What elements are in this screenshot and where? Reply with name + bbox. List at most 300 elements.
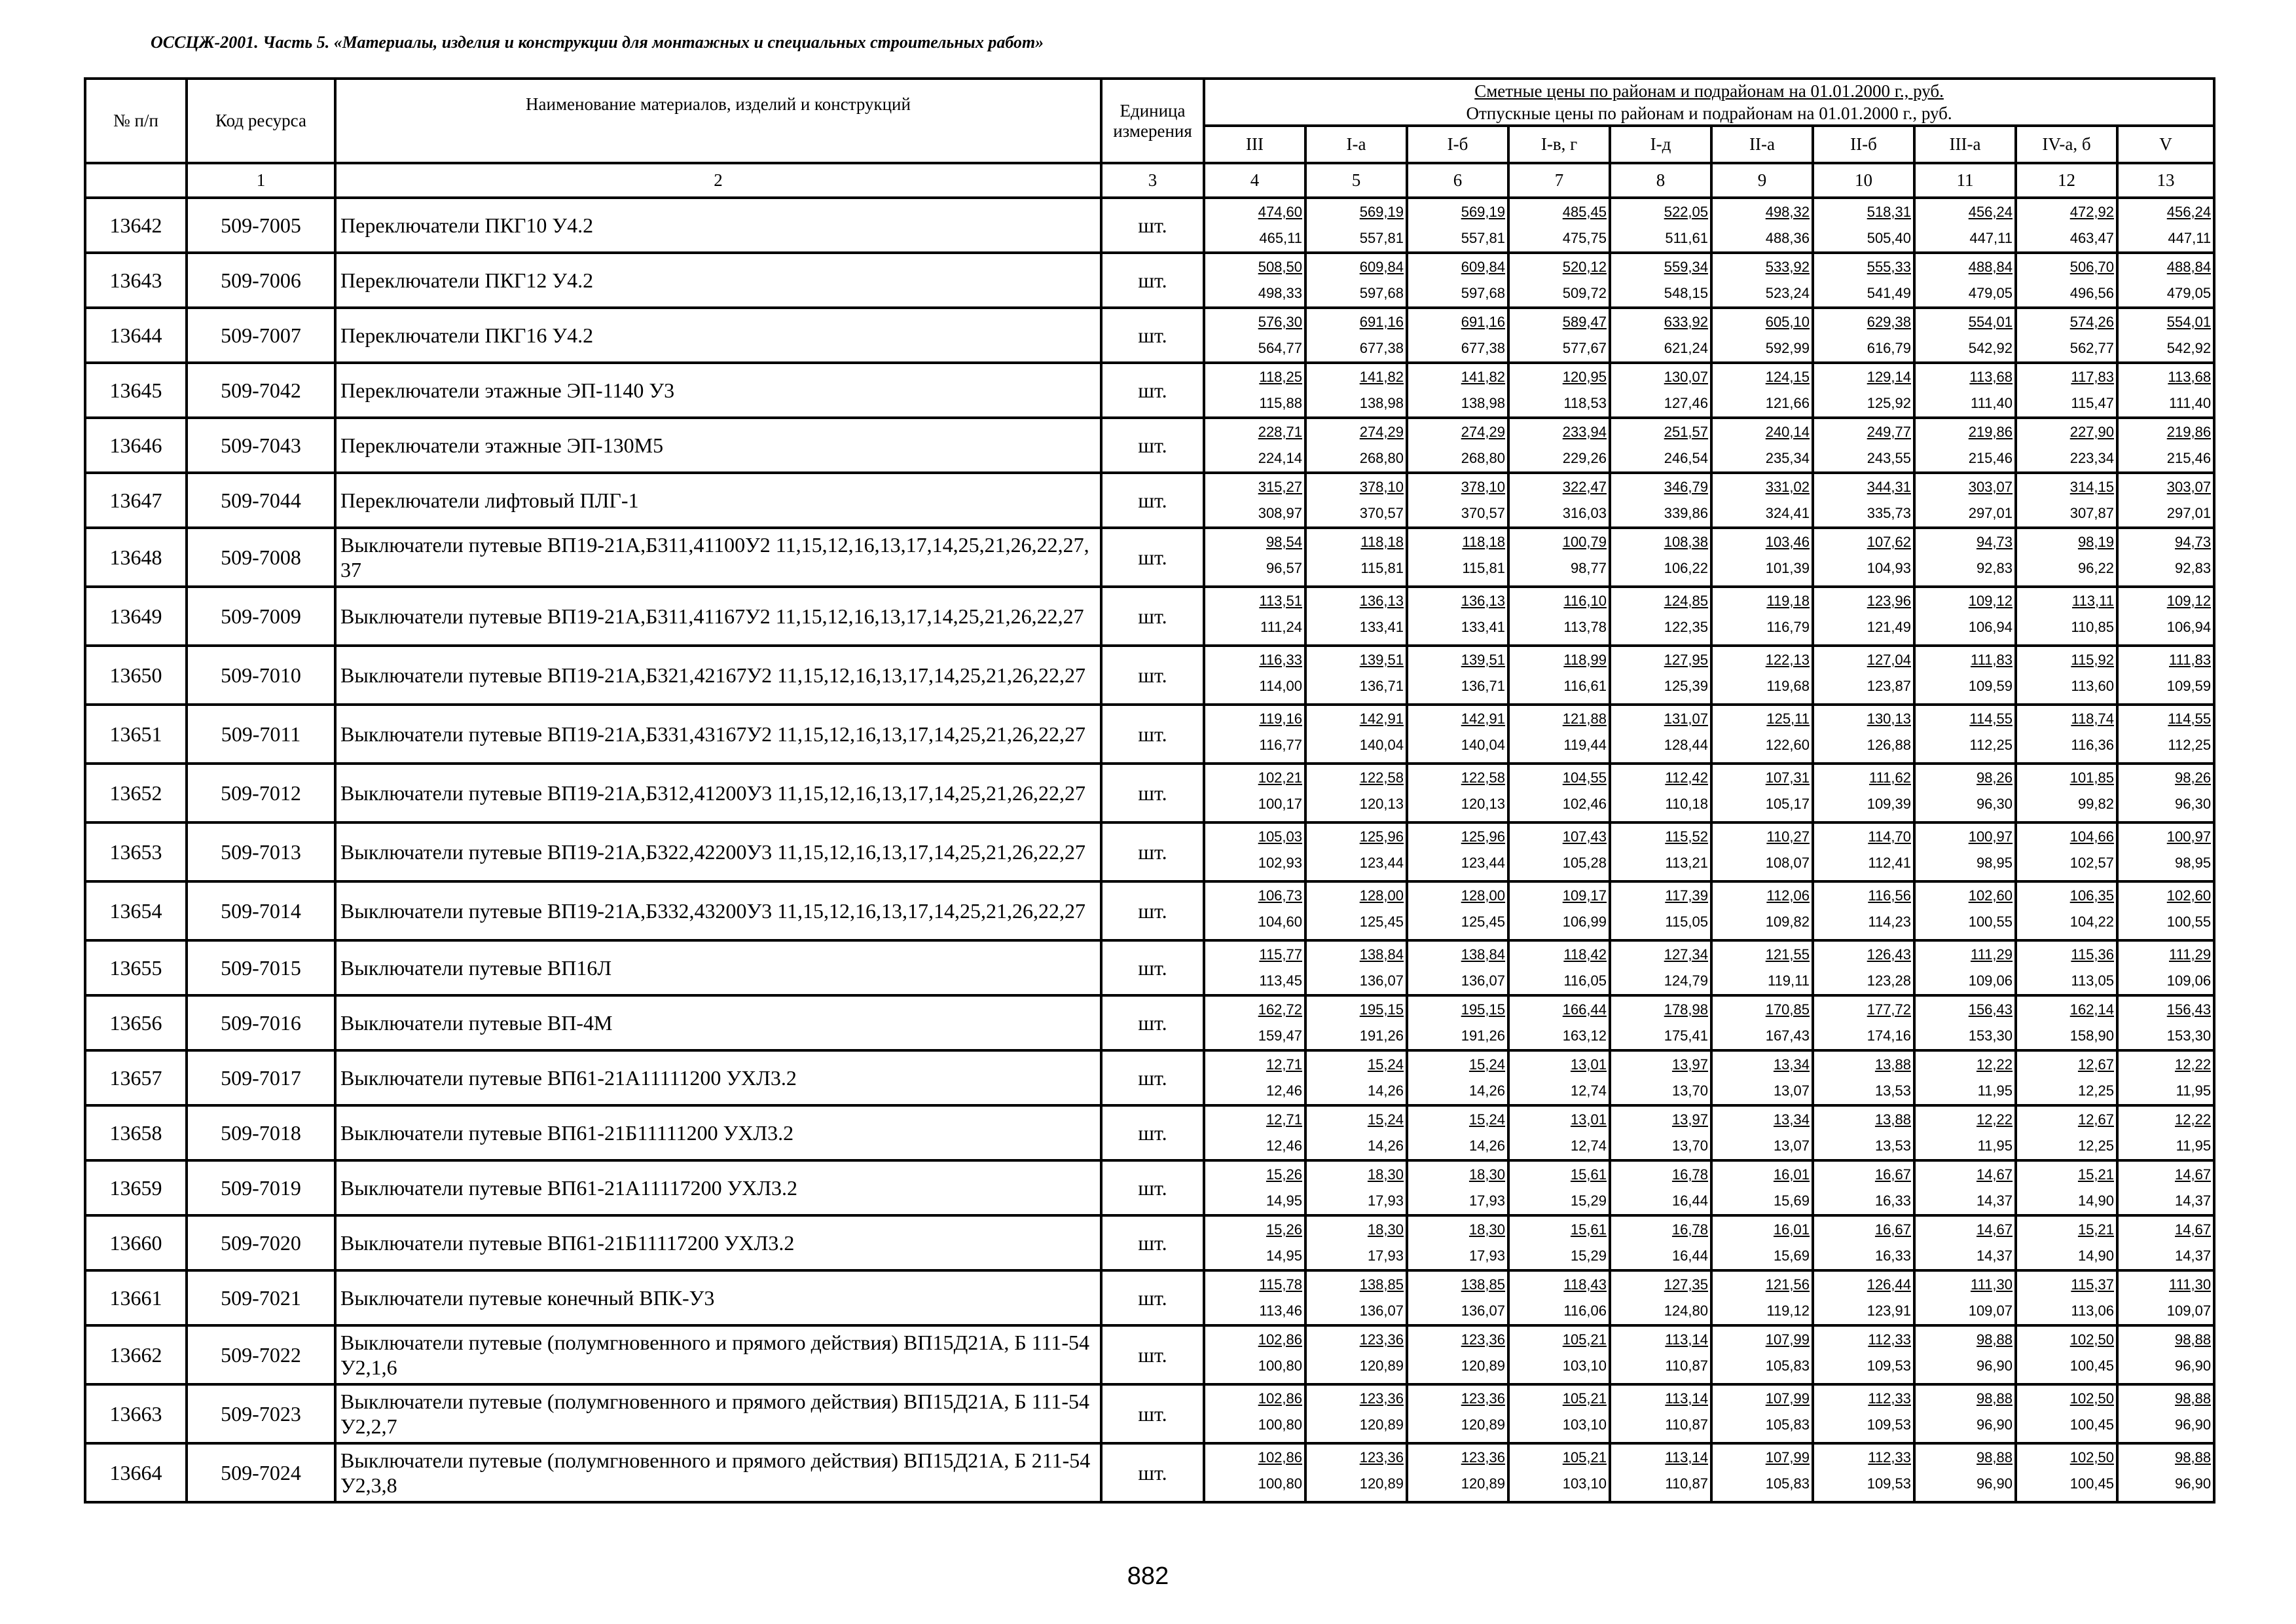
- material-name: Выключатели путевые ВП-4М: [335, 995, 1101, 1050]
- estimate-price: 102,50: [2069, 1449, 2114, 1466]
- release-price: 475,75: [1562, 230, 1607, 246]
- estimate-price-wrap: [1916, 1445, 2014, 1471]
- region-header: I-д: [1610, 126, 1711, 163]
- estimate-price: 303,07: [1968, 479, 2013, 495]
- price-cell: [1610, 1105, 1711, 1160]
- estimate-price-wrap: [2017, 1217, 2116, 1243]
- estimate-price: 508,50: [1258, 259, 1302, 275]
- price-cell: [1914, 646, 2016, 705]
- release-price: 96,90: [2175, 1357, 2212, 1374]
- estimate-price: 98,88: [1976, 1390, 2013, 1407]
- estimate-price-wrap: [2119, 1445, 2213, 1471]
- release-price: 119,11: [1767, 972, 1810, 989]
- price-cell: [1204, 418, 1305, 473]
- estimate-price: 102,86: [1258, 1390, 1302, 1407]
- release-price: 121,66: [1765, 395, 1810, 411]
- price-cell: [1508, 1270, 1610, 1325]
- table-row: [85, 253, 2214, 308]
- estimate-price-wrap: [1510, 706, 1609, 732]
- price-cell: [1610, 995, 1711, 1050]
- release-price: 110,85: [2071, 619, 2114, 635]
- estimate-price-wrap: [1814, 1162, 1913, 1188]
- estimate-price: 142,91: [1461, 710, 1505, 727]
- price-cell: [2016, 198, 2117, 253]
- row-number: 13643: [85, 253, 187, 308]
- row-number: 13645: [85, 363, 187, 418]
- estimate-price-wrap: [2119, 588, 2213, 614]
- estimate-price: 691,16: [1359, 314, 1404, 330]
- release-price: 246,54: [1664, 450, 1708, 466]
- price-cell: [1914, 1270, 2016, 1325]
- material-name: Переключатели лифтовый ПЛГ-1: [335, 473, 1101, 528]
- release-price: 235,34: [1765, 450, 1810, 466]
- price-cell: [1914, 1443, 2016, 1502]
- release-price: 116,36: [2071, 737, 2114, 753]
- estimate-price: 15,24: [1468, 1111, 1505, 1128]
- price-cell: [1508, 705, 1610, 764]
- estimate-price: 123,36: [1461, 1390, 1505, 1407]
- release-price: 96,30: [1976, 796, 2013, 812]
- price-cell: [1305, 1050, 1407, 1105]
- price-cell: [1305, 822, 1407, 881]
- release-price: 523,24: [1765, 285, 1810, 301]
- estimate-price-wrap: [1510, 883, 1609, 909]
- estimate-price-wrap: [1916, 419, 2014, 445]
- release-price: 111,40: [1970, 395, 2013, 411]
- estimate-price-wrap: [1510, 1445, 1609, 1471]
- row-number: 13654: [85, 881, 187, 940]
- price-cell: [1204, 822, 1305, 881]
- estimate-price: 130,13: [1867, 710, 1911, 727]
- estimate-price: 102,86: [1258, 1449, 1302, 1466]
- estimate-price: 12,71: [1266, 1111, 1302, 1128]
- price-cell: [1407, 1325, 1508, 1384]
- resource-code: 509-7013: [187, 822, 335, 881]
- price-cell: [2117, 528, 2214, 587]
- price-cell: [1204, 646, 1305, 705]
- price-cell: [2117, 363, 2214, 418]
- price-cell: [1407, 1160, 1508, 1215]
- estimate-price: 131,07: [1664, 710, 1708, 727]
- price-cell: [1204, 473, 1305, 528]
- estimate-price-wrap: [1408, 883, 1507, 909]
- price-cell: [1711, 1384, 1813, 1443]
- price-cell: [2117, 1384, 2214, 1443]
- price-cell: [1407, 587, 1508, 646]
- release-price: 100,17: [1258, 796, 1302, 812]
- estimate-price-wrap: [1916, 997, 2014, 1023]
- release-price: 109,82: [1765, 913, 1810, 930]
- estimate-price-wrap: [2017, 1386, 2116, 1412]
- estimate-price-wrap: [1510, 309, 1609, 335]
- release-price: 17,93: [1468, 1247, 1505, 1264]
- estimate-price: 12,22: [1976, 1056, 2013, 1073]
- resource-code: 509-7024: [187, 1443, 335, 1502]
- estimate-price: 116,10: [1563, 593, 1607, 609]
- release-price: 120,89: [1359, 1416, 1404, 1433]
- estimate-price-wrap: [1307, 1445, 1406, 1471]
- estimate-price: 123,36: [1359, 1449, 1404, 1466]
- release-price: 105,83: [1765, 1416, 1810, 1433]
- release-price: 119,12: [1766, 1302, 1810, 1319]
- release-price: 13,07: [1773, 1082, 1810, 1099]
- release-price: 106,94: [1968, 619, 2013, 635]
- release-price: 102,46: [1562, 796, 1607, 812]
- estimate-price: 574,26: [2069, 314, 2114, 330]
- release-price: 102,57: [2069, 855, 2114, 871]
- estimate-price-wrap: [2119, 364, 2213, 390]
- release-price: 100,55: [1968, 913, 2013, 930]
- table-row: [85, 1105, 2214, 1160]
- estimate-price-wrap: [1307, 997, 1406, 1023]
- estimate-price-wrap: [1510, 942, 1609, 968]
- price-cell: [2016, 764, 2117, 822]
- release-price: 136,07: [1359, 972, 1404, 989]
- estimate-price: 12,22: [2175, 1111, 2212, 1128]
- material-name: Переключатели ПКГ16 У4.2: [335, 308, 1101, 363]
- table-row: [85, 646, 2214, 705]
- release-price: 268,80: [1461, 450, 1505, 466]
- price-cell: [1610, 1325, 1711, 1384]
- price-cell: [1813, 363, 1914, 418]
- estimate-price: 322,47: [1562, 479, 1607, 495]
- price-cell: [1914, 940, 2016, 995]
- estimate-price-wrap: [1713, 824, 1812, 850]
- estimate-price-wrap: [1510, 765, 1609, 791]
- price-cell: [1407, 1105, 1508, 1160]
- estimate-price-wrap: [1611, 1052, 1710, 1078]
- estimate-price-wrap: [1611, 942, 1710, 968]
- release-price: 215,46: [1968, 450, 2013, 466]
- estimate-price-wrap: [2119, 765, 2213, 791]
- price-cell: [1711, 646, 1813, 705]
- estimate-price: 112,33: [1868, 1449, 1911, 1466]
- col-header-code: Код ресурса: [187, 79, 335, 163]
- price-cell: [1711, 587, 1813, 646]
- price-cell: [1305, 1215, 1407, 1270]
- price-cell: [1813, 473, 1914, 528]
- column-number-row: [85, 163, 2214, 198]
- table-row: [85, 940, 2214, 995]
- estimate-price-wrap: [1205, 529, 1304, 555]
- estimate-price-wrap: [1307, 474, 1406, 500]
- estimate-price-wrap: [1205, 1107, 1304, 1133]
- release-price: 11,95: [1977, 1137, 2013, 1154]
- estimate-price-wrap: [1713, 1162, 1812, 1188]
- estimate-price: 488,84: [2166, 259, 2212, 275]
- release-price: 106,94: [2166, 619, 2212, 635]
- release-price: 548,15: [1664, 285, 1708, 301]
- price-cell: [2117, 1050, 2214, 1105]
- estimate-price-wrap: [1713, 647, 1812, 673]
- estimate-price: 18,30: [1468, 1221, 1505, 1238]
- column-number: [85, 163, 187, 198]
- estimate-price-wrap: [1408, 647, 1507, 673]
- estimate-price: 107,99: [1765, 1390, 1810, 1407]
- material-name: Выключатели путевые ВП19-21А,Б321,42167У2 11,15,12,16,13,17,14,25,21,26,22,27: [335, 646, 1101, 705]
- estimate-price-wrap: [1307, 419, 1406, 445]
- estimate-price: 162,14: [2069, 1001, 2114, 1018]
- release-price: 116,61: [1563, 678, 1607, 694]
- estimate-price: 314,15: [2069, 479, 2114, 495]
- estimate-price: 136,13: [1359, 593, 1404, 609]
- release-price: 100,80: [1258, 1357, 1302, 1374]
- release-price: 509,72: [1562, 285, 1607, 301]
- release-price: 100,80: [1258, 1475, 1302, 1492]
- release-price: 110,87: [1665, 1357, 1708, 1374]
- resource-code: 509-7021: [187, 1270, 335, 1325]
- price-cell: [2016, 587, 2117, 646]
- estimate-price: 127,95: [1664, 652, 1708, 668]
- release-price: 153,30: [2166, 1027, 2212, 1044]
- release-price: 120,89: [1359, 1357, 1404, 1374]
- release-price: 12,74: [1570, 1137, 1607, 1154]
- estimate-price: 114,55: [2168, 710, 2212, 727]
- price-cell: [1914, 1050, 2016, 1105]
- region-header: III: [1204, 126, 1305, 163]
- table-body: [85, 198, 2214, 1502]
- price-cell: [1204, 940, 1305, 995]
- estimate-price-wrap: [1205, 997, 1304, 1023]
- price-cell: [1305, 1384, 1407, 1443]
- estimate-price: 98,19: [2077, 534, 2114, 550]
- estimate-price: 124,85: [1664, 593, 1708, 609]
- col-header-unit: Единица измерения: [1101, 79, 1204, 163]
- estimate-price: 118,74: [2071, 710, 2114, 727]
- price-cell: [1407, 1215, 1508, 1270]
- price-cell: [1305, 418, 1407, 473]
- estimate-price: 121,55: [1765, 946, 1810, 963]
- price-cell: [1610, 528, 1711, 587]
- release-price: 447,11: [2168, 230, 2212, 246]
- estimate-price: 13,01: [1570, 1111, 1607, 1128]
- release-price: 100,55: [2166, 913, 2212, 930]
- estimate-price-wrap: [2119, 1272, 2213, 1298]
- estimate-price: 125,96: [1461, 828, 1505, 845]
- price-cell: [1914, 1105, 2016, 1160]
- estimate-price-wrap: [2119, 942, 2213, 968]
- price-cell: [1508, 363, 1610, 418]
- unit-of-measure: шт.: [1101, 528, 1204, 587]
- price-cell: [1610, 1270, 1711, 1325]
- release-price: 115,81: [1360, 560, 1404, 576]
- release-price: 339,86: [1664, 505, 1708, 521]
- price-cell: [1305, 995, 1407, 1050]
- estimate-price-wrap: [1408, 706, 1507, 732]
- estimate-price-wrap: [1814, 706, 1913, 732]
- row-number: 13646: [85, 418, 187, 473]
- estimate-price-wrap: [1408, 1386, 1507, 1412]
- estimate-price-wrap: [1510, 1386, 1609, 1412]
- release-price: 106,22: [1664, 560, 1708, 576]
- price-cell: [1914, 1160, 2016, 1215]
- price-cell: [1610, 1384, 1711, 1443]
- release-price: 479,05: [1968, 285, 2013, 301]
- region-header: IV-а, б: [2016, 126, 2117, 163]
- price-cell: [1813, 528, 1914, 587]
- price-cell: [2016, 473, 2117, 528]
- price-cell: [1610, 940, 1711, 995]
- release-price: 121,49: [1867, 619, 1911, 635]
- estimate-price: 633,92: [1664, 314, 1708, 330]
- price-cell: [2117, 1215, 2214, 1270]
- estimate-price: 102,21: [1258, 769, 1302, 786]
- unit-of-measure: шт.: [1101, 1160, 1204, 1215]
- estimate-price-wrap: [1510, 419, 1609, 445]
- estimate-price: 122,13: [1765, 652, 1810, 668]
- unit-of-measure: шт.: [1101, 418, 1204, 473]
- price-cell: [2117, 253, 2214, 308]
- release-price: 16,33: [1874, 1247, 1911, 1264]
- release-price: 564,77: [1258, 340, 1302, 356]
- release-price: 115,88: [1259, 395, 1302, 411]
- estimate-price-wrap: [2017, 1272, 2116, 1298]
- estimate-price-wrap: [1916, 1272, 2014, 1298]
- resource-code: 509-7008: [187, 528, 335, 587]
- release-price: 616,79: [1867, 340, 1911, 356]
- price-cell: [2016, 995, 2117, 1050]
- release-price: 14,37: [2175, 1247, 2212, 1264]
- release-price: 118,53: [1563, 395, 1607, 411]
- release-price: 109,53: [1867, 1357, 1911, 1374]
- table-row: [85, 418, 2214, 473]
- estimate-price-wrap: [2119, 529, 2213, 555]
- estimate-price-wrap: [1408, 1445, 1507, 1471]
- estimate-price: 117,39: [1665, 887, 1708, 904]
- release-price: 96,22: [2077, 560, 2114, 576]
- estimate-price-wrap: [1307, 1272, 1406, 1298]
- estimate-price-wrap: [1814, 647, 1913, 673]
- release-price: 562,77: [2069, 340, 2114, 356]
- resource-code: 509-7018: [187, 1105, 335, 1160]
- release-price: 12,74: [1570, 1082, 1607, 1099]
- price-cell: [1610, 822, 1711, 881]
- price-cell: [1711, 363, 1813, 418]
- material-name: Переключатели ПКГ12 У4.2: [335, 253, 1101, 308]
- estimate-price: 100,79: [1562, 534, 1607, 550]
- estimate-price-wrap: [1307, 942, 1406, 968]
- release-price: 127,46: [1664, 395, 1708, 411]
- estimate-price-wrap: [1205, 824, 1304, 850]
- row-number: 13658: [85, 1105, 187, 1160]
- unit-of-measure: шт.: [1101, 764, 1204, 822]
- price-cell: [1711, 940, 1813, 995]
- table-row: [85, 308, 2214, 363]
- price-cell: [2016, 646, 2117, 705]
- estimate-price-wrap: [1205, 364, 1304, 390]
- release-price: 541,49: [1867, 285, 1911, 301]
- estimate-price-wrap: [2017, 254, 2116, 280]
- estimate-price-wrap: [2119, 824, 2213, 850]
- estimate-price-wrap: [1916, 942, 2014, 968]
- estimate-price-wrap: [1611, 364, 1710, 390]
- estimate-price: 113,68: [2168, 369, 2212, 385]
- estimate-price-wrap: [1510, 474, 1609, 500]
- release-price: 103,10: [1562, 1357, 1607, 1374]
- price-cell: [1508, 528, 1610, 587]
- release-price: 114,00: [1259, 678, 1302, 694]
- estimate-price: 125,96: [1359, 828, 1404, 845]
- price-cell: [2016, 1325, 2117, 1384]
- release-price: 13,53: [1874, 1082, 1911, 1099]
- release-price: 15,69: [1773, 1192, 1810, 1209]
- estimate-price-wrap: [1713, 419, 1812, 445]
- estimate-price-wrap: [1205, 1445, 1304, 1471]
- release-price: 92,83: [1976, 560, 2013, 576]
- price-cell: [2117, 1160, 2214, 1215]
- row-number: 13651: [85, 705, 187, 764]
- region-header: II-б: [1813, 126, 1914, 163]
- price-cell: [1204, 1384, 1305, 1443]
- estimate-price-wrap: [1205, 474, 1304, 500]
- release-price: 229,26: [1562, 450, 1607, 466]
- price-cell: [1610, 587, 1711, 646]
- table-row: [85, 473, 2214, 528]
- estimate-price-wrap: [1713, 254, 1812, 280]
- estimate-price: 118,18: [1360, 534, 1404, 550]
- col-header-prices: [1204, 79, 2214, 126]
- estimate-price-wrap: [1408, 588, 1507, 614]
- price-cell: [1813, 705, 1914, 764]
- price-cell: [1508, 764, 1610, 822]
- price-cell: [1407, 1384, 1508, 1443]
- estimate-price: 123,36: [1359, 1390, 1404, 1407]
- estimate-price-wrap: [1408, 1052, 1507, 1078]
- estimate-price-wrap: [1814, 1445, 1913, 1471]
- estimate-price-wrap: [1713, 199, 1812, 225]
- estimate-price: 472,92: [2069, 204, 2114, 220]
- estimate-price-wrap: [1205, 1052, 1304, 1078]
- price-cell: [1407, 1270, 1508, 1325]
- price-cell: [1914, 363, 2016, 418]
- price-cell: [1711, 198, 1813, 253]
- estimate-price-wrap: [2017, 1445, 2116, 1471]
- estimate-price-wrap: [1611, 765, 1710, 791]
- price-cell: [2016, 940, 2117, 995]
- price-cell: [1407, 473, 1508, 528]
- price-cell: [1711, 881, 1813, 940]
- estimate-price: 16,78: [1671, 1166, 1708, 1183]
- row-number: 13659: [85, 1160, 187, 1215]
- estimate-price: 105,21: [1562, 1331, 1607, 1348]
- estimate-price: 12,67: [2077, 1111, 2114, 1128]
- estimate-price-wrap: [1307, 588, 1406, 614]
- price-cell: [1914, 1215, 2016, 1270]
- release-price: 98,95: [1976, 855, 2013, 871]
- estimate-price: 18,30: [1367, 1166, 1404, 1183]
- release-price: 12,46: [1266, 1082, 1302, 1099]
- release-price: 243,55: [1867, 450, 1911, 466]
- row-number: 13664: [85, 1443, 187, 1502]
- estimate-price: 111,30: [2169, 1276, 2212, 1293]
- price-cell: [2016, 253, 2117, 308]
- price-cell: [1204, 198, 1305, 253]
- price-cell: [1508, 473, 1610, 528]
- unit-of-measure: шт.: [1101, 587, 1204, 646]
- estimate-price-wrap: [1814, 1107, 1913, 1133]
- table-row: [85, 198, 2214, 253]
- estimate-price-wrap: [1916, 1162, 2014, 1188]
- table-row: [85, 1443, 2214, 1502]
- estimate-price-wrap: [1611, 1272, 1710, 1298]
- price-cell: [1305, 587, 1407, 646]
- estimate-price-wrap: [1510, 1107, 1609, 1133]
- resource-code: 509-7017: [187, 1050, 335, 1105]
- release-price: 96,90: [1976, 1357, 2013, 1374]
- table-row: [85, 363, 2214, 418]
- price-cell: [1914, 1384, 2016, 1443]
- material-name: Выключатели путевые (полумгновенного и прямого действия) ВП15Д21А, Б 111-54 У2,1,6: [335, 1325, 1101, 1384]
